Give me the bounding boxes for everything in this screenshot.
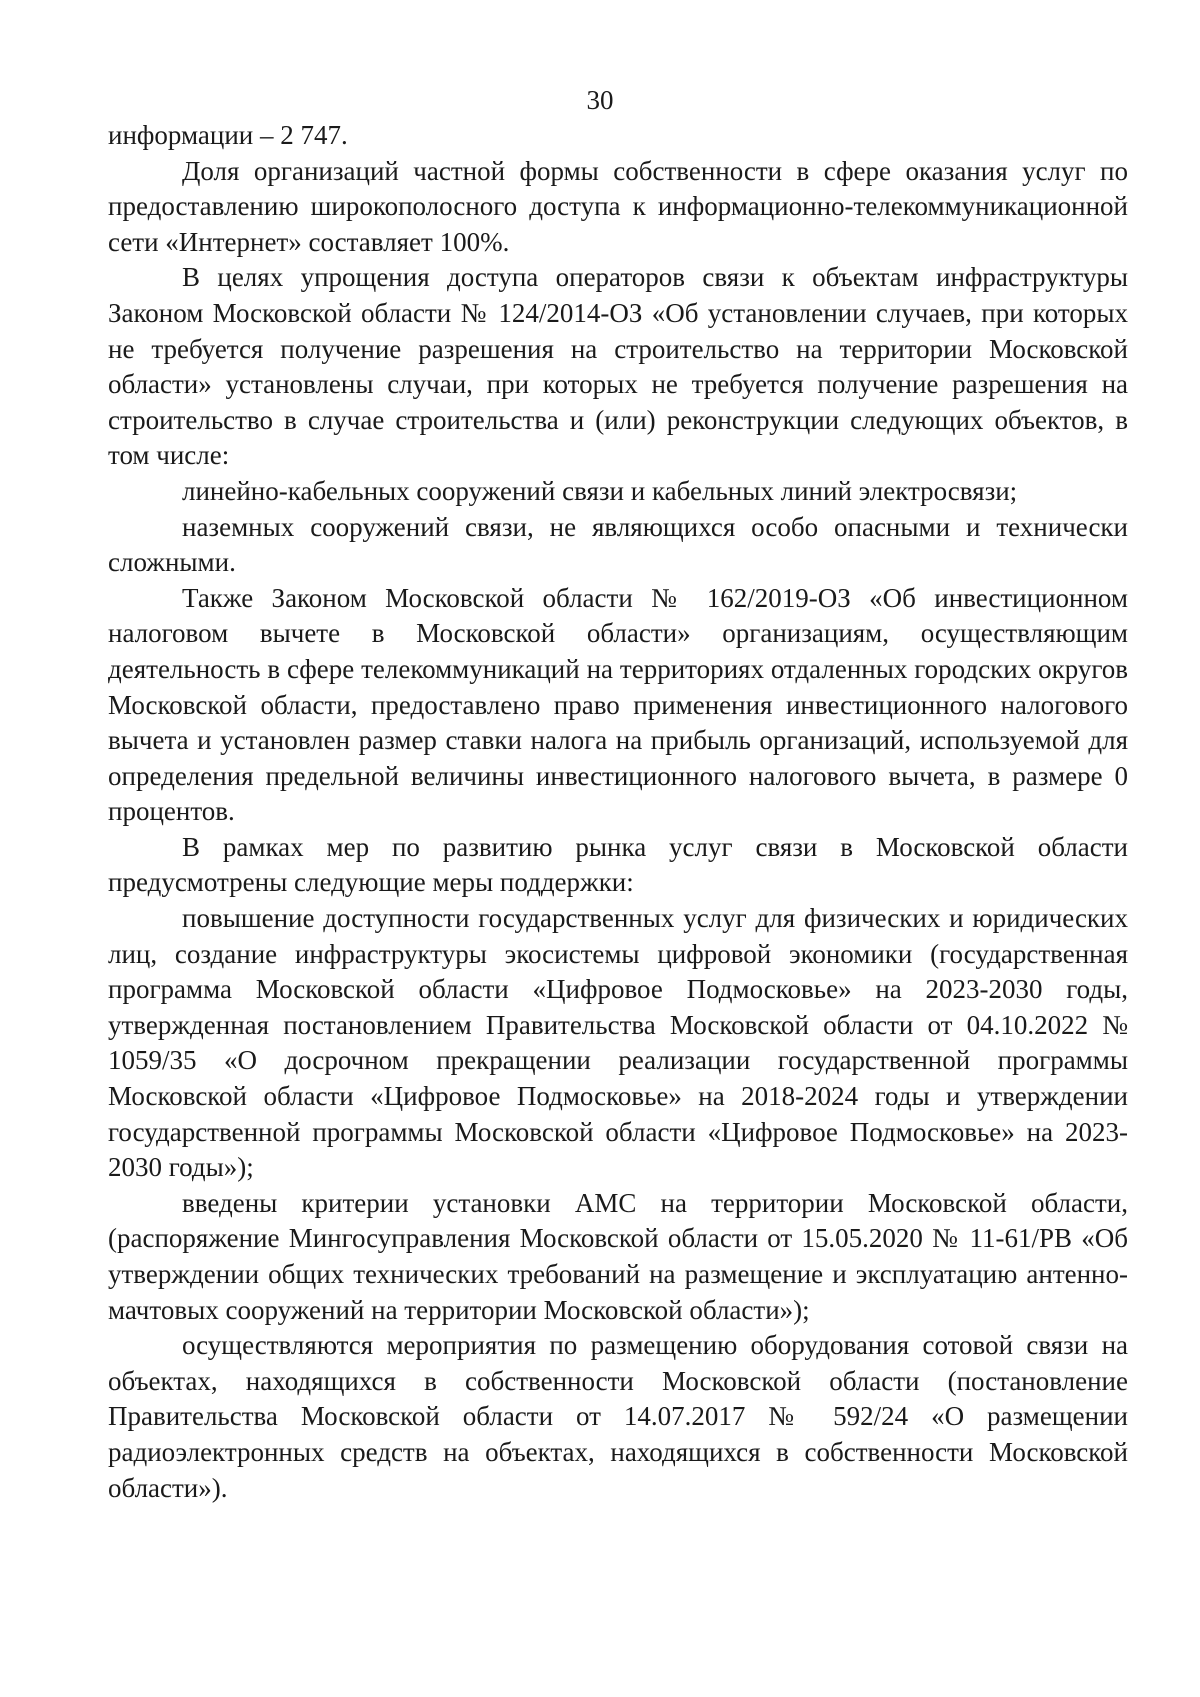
document-body: [108, 118, 1128, 1506]
paragraph-support-measures: В рамках мер по развитию рынка услуг связи в Московской области предусмотрены следующие меры поддержки:: [108, 831, 1128, 898]
paragraph-private-share: Доля организаций частной формы собственности в сфере оказания услуг по предоставлению широкополосного доступа к информационно-телекоммуникационной сети «Интернет» составляет 100%.: [108, 155, 1128, 257]
list-item-digital-program: повышение доступности государственных услуг для физических и юридических лиц, создание инфраструктуры экосистемы цифровой экономики (государственная программа Московской области «Цифровое Подмосковье» на 2023-2030 годы, утвержденная постановлением Правительства Московской области от 04.10.2022 № 1059/35 «О досрочном прекращении реализации государственной программы Московской области «Цифровое Подмосковье» на 2018-2024 годы и утверждении государственной программы Московской области «Цифровое Подмосковье» на 2023-2030 годы»);: [108, 903, 1128, 1183]
list-item-ams-criteria: введены критерии установки АМС на территории Московской области, (распоряжение Мингосуправления Московской области от 15.05.2020 № 11-61/РВ «Об утверждении общих технических требований на размещение и эксплуатацию антенно-мачтовых сооружений на территории Московской области»);: [108, 1187, 1128, 1325]
list-item-ground-structures: наземных сооружений связи, не являющихся особо опасными и технически сложными.: [108, 511, 1128, 578]
paragraph-law-124: В целях упрощения доступа операторов связи к объектам инфраструктуры Законом Московской области № 124/2014-ОЗ «Об установлении случаев, при которых не требуется получение разрешения на строительство на территории Московской области» установлены случаи, при которых не требуется получение разрешения на строительство в случае строительства и (или) реконструкции следующих объектов, в том числе:: [108, 262, 1128, 471]
list-item-cable-structures: линейно-кабельных сооружений связи и кабельных линий электросвязи;: [182, 475, 1018, 506]
paragraph-law-162: Также Законом Московской области № 162/2019-ОЗ «Об инвестиционном налоговом вычете в Московской области» организациям, осуществляющим деятельность в сфере телекоммуникаций на территориях отдаленных городских округов Московской области, предоставлено право применения инвестиционного налогового вычета и установлен размер ставки налога на прибыль организаций, используемой для определения предельной величины инвестиционного налогового вычета, в размере 0 процентов.: [108, 582, 1128, 827]
page-number: 30: [586, 85, 614, 115]
list-item-cellular-equipment: осуществляются мероприятия по размещению оборудования сотовой связи на объектах, находящихся в собственности Московской области (постановление Правительства Московской области от 14.07.2017 № 592/24 «О размещении радиоэлектронных средств на объектах, находящихся в собственности Московской области»).: [108, 1330, 1128, 1503]
paragraph-continuation: информации – 2 747.: [108, 120, 348, 150]
